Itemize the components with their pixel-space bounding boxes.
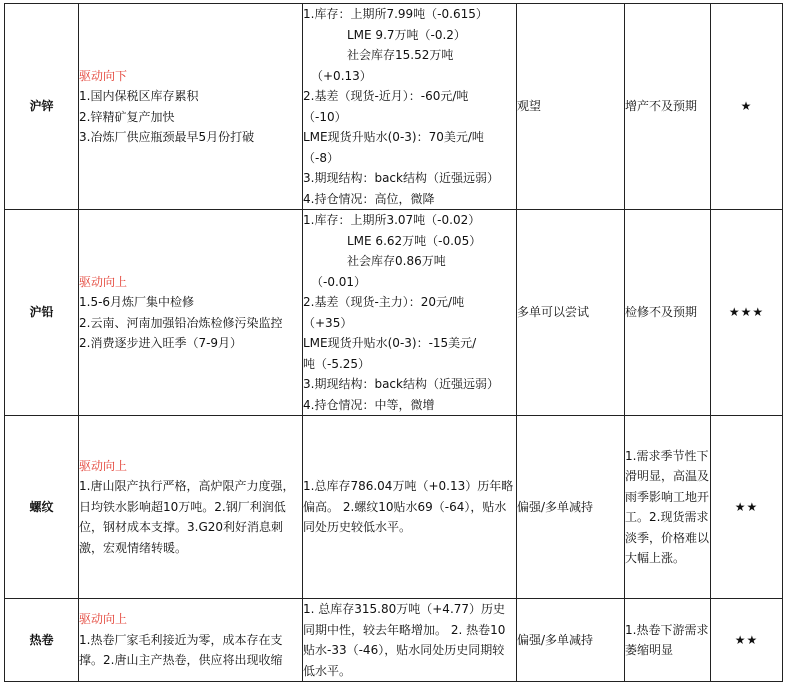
analysis-text: 1. 总库存315.80万吨（+4.77）历史同期中性，较去年略增加。 2. 热卷10贴水-33（-46），贴水同处历史同期较低水平。 bbox=[303, 599, 517, 682]
analysis-line: 吨（-5.25） bbox=[303, 356, 371, 371]
driver-item: 1.国内保税区库存累积 bbox=[79, 89, 199, 103]
analysis-text: 1.总库存786.04万吨（+0.13）历年略偏高。 2.螺纹10贴水69（-64），贴水同处历史较低水平。 bbox=[303, 416, 517, 599]
driver-direction: 驱动向上 bbox=[79, 274, 128, 289]
rating-stars: ★★ bbox=[711, 416, 783, 599]
risk-note: 1.热卷下游需求萎缩明显 bbox=[625, 599, 711, 682]
analysis-line: （-8） bbox=[303, 150, 339, 165]
analysis-line: 4.持仓情况：高位，微降 bbox=[303, 191, 435, 206]
driver-item: 2.云南、河南加强铅冶炼检修污染监控 bbox=[79, 315, 283, 330]
analysis-line: （-0.01） bbox=[311, 274, 367, 289]
analysis-line: 社会库存15.52万吨 bbox=[347, 48, 454, 62]
analysis-line: 1.库存：上期所3.07吨（-0.02） bbox=[303, 213, 481, 227]
rating-stars: ★★★ bbox=[711, 210, 783, 416]
risk-note: 1.需求季节性下滑明显，高温及雨季影响工地开工。2.现货需求淡季，价格难以大幅上涨。 bbox=[625, 416, 711, 599]
risk-note: 检修不及预期 bbox=[625, 210, 711, 416]
driver-cell bbox=[79, 416, 303, 599]
analysis-line: 4.持仓情况：中等，微增 bbox=[303, 397, 435, 412]
strategy-view: 偏强/多单减持 bbox=[517, 599, 625, 682]
driver-item: 1.5-6月炼厂集中检修 bbox=[79, 295, 195, 309]
rating-stars: ★ bbox=[711, 4, 783, 210]
commodity-name: 热卷 bbox=[5, 599, 79, 682]
driver-direction: 驱动向上 bbox=[79, 612, 128, 627]
analysis-line: 1.库存：上期所7.99吨（-0.615） bbox=[303, 7, 488, 21]
commodity-strategy-table bbox=[4, 3, 783, 682]
analysis-line: 2.基差（现货-主力）：20元/吨 bbox=[303, 295, 465, 309]
strategy-view: 偏强/多单减持 bbox=[517, 416, 625, 599]
analysis-line: LME 6.62万吨（-0.05） bbox=[347, 233, 482, 248]
driver-item: 3.冶炼厂供应瓶颈最早5月份打破 bbox=[79, 130, 255, 144]
table-row bbox=[5, 599, 783, 682]
analysis-line: （-10） bbox=[303, 109, 347, 124]
analysis-line: （+35） bbox=[303, 315, 353, 330]
driver-direction: 驱动向上 bbox=[79, 458, 128, 473]
driver-cell bbox=[79, 210, 303, 416]
analysis-line: 3.期现结构：back结构（近强远弱） bbox=[303, 171, 499, 185]
analysis-line: LME现货升贴水(0-3)：-15美元/ bbox=[303, 336, 477, 350]
analysis-cell bbox=[303, 4, 517, 210]
driver-item: 2.锌精矿复产加快 bbox=[79, 109, 175, 124]
driver-item: 2.消费逐步进入旺季（7-9月） bbox=[79, 336, 243, 350]
commodity-name: 沪铅 bbox=[5, 210, 79, 416]
strategy-view: 多单可以尝试 bbox=[517, 210, 625, 416]
analysis-line: 2.基差（现货-近月）：-60元/吨 bbox=[303, 89, 469, 103]
table-row bbox=[5, 210, 783, 416]
commodity-name: 沪锌 bbox=[5, 4, 79, 210]
driver-cell bbox=[79, 4, 303, 210]
rating-stars: ★★ bbox=[711, 599, 783, 682]
driver-direction: 驱动向下 bbox=[79, 68, 128, 83]
analysis-cell bbox=[303, 210, 517, 416]
risk-note: 增产不及预期 bbox=[625, 4, 711, 210]
commodity-name: 螺纹 bbox=[5, 416, 79, 599]
analysis-line: 社会库存0.86万吨 bbox=[347, 254, 446, 268]
driver-text: 1.唐山限产执行严格，高炉限产力度强，日均铁水影响超10万吨。2.钢厂利润低位，钢材成本支撑。3.G20利好消息刺激，宏观情绪转暖。 bbox=[79, 479, 295, 555]
driver-cell bbox=[79, 599, 303, 682]
analysis-line: LME现货升贴水(0-3)：70美元/吨 bbox=[303, 130, 484, 144]
driver-text: 1.热卷厂家毛利接近为零，成本存在支撑。2.唐山主产热卷，供应将出现收缩 bbox=[79, 632, 283, 668]
table-row bbox=[5, 4, 783, 210]
analysis-line: 3.期现结构：back结构（近强远弱） bbox=[303, 377, 499, 391]
analysis-line: LME 9.7万吨（-0.2） bbox=[347, 27, 466, 42]
strategy-view: 观望 bbox=[517, 4, 625, 210]
table-row bbox=[5, 416, 783, 599]
analysis-line: （+0.13） bbox=[311, 68, 372, 83]
